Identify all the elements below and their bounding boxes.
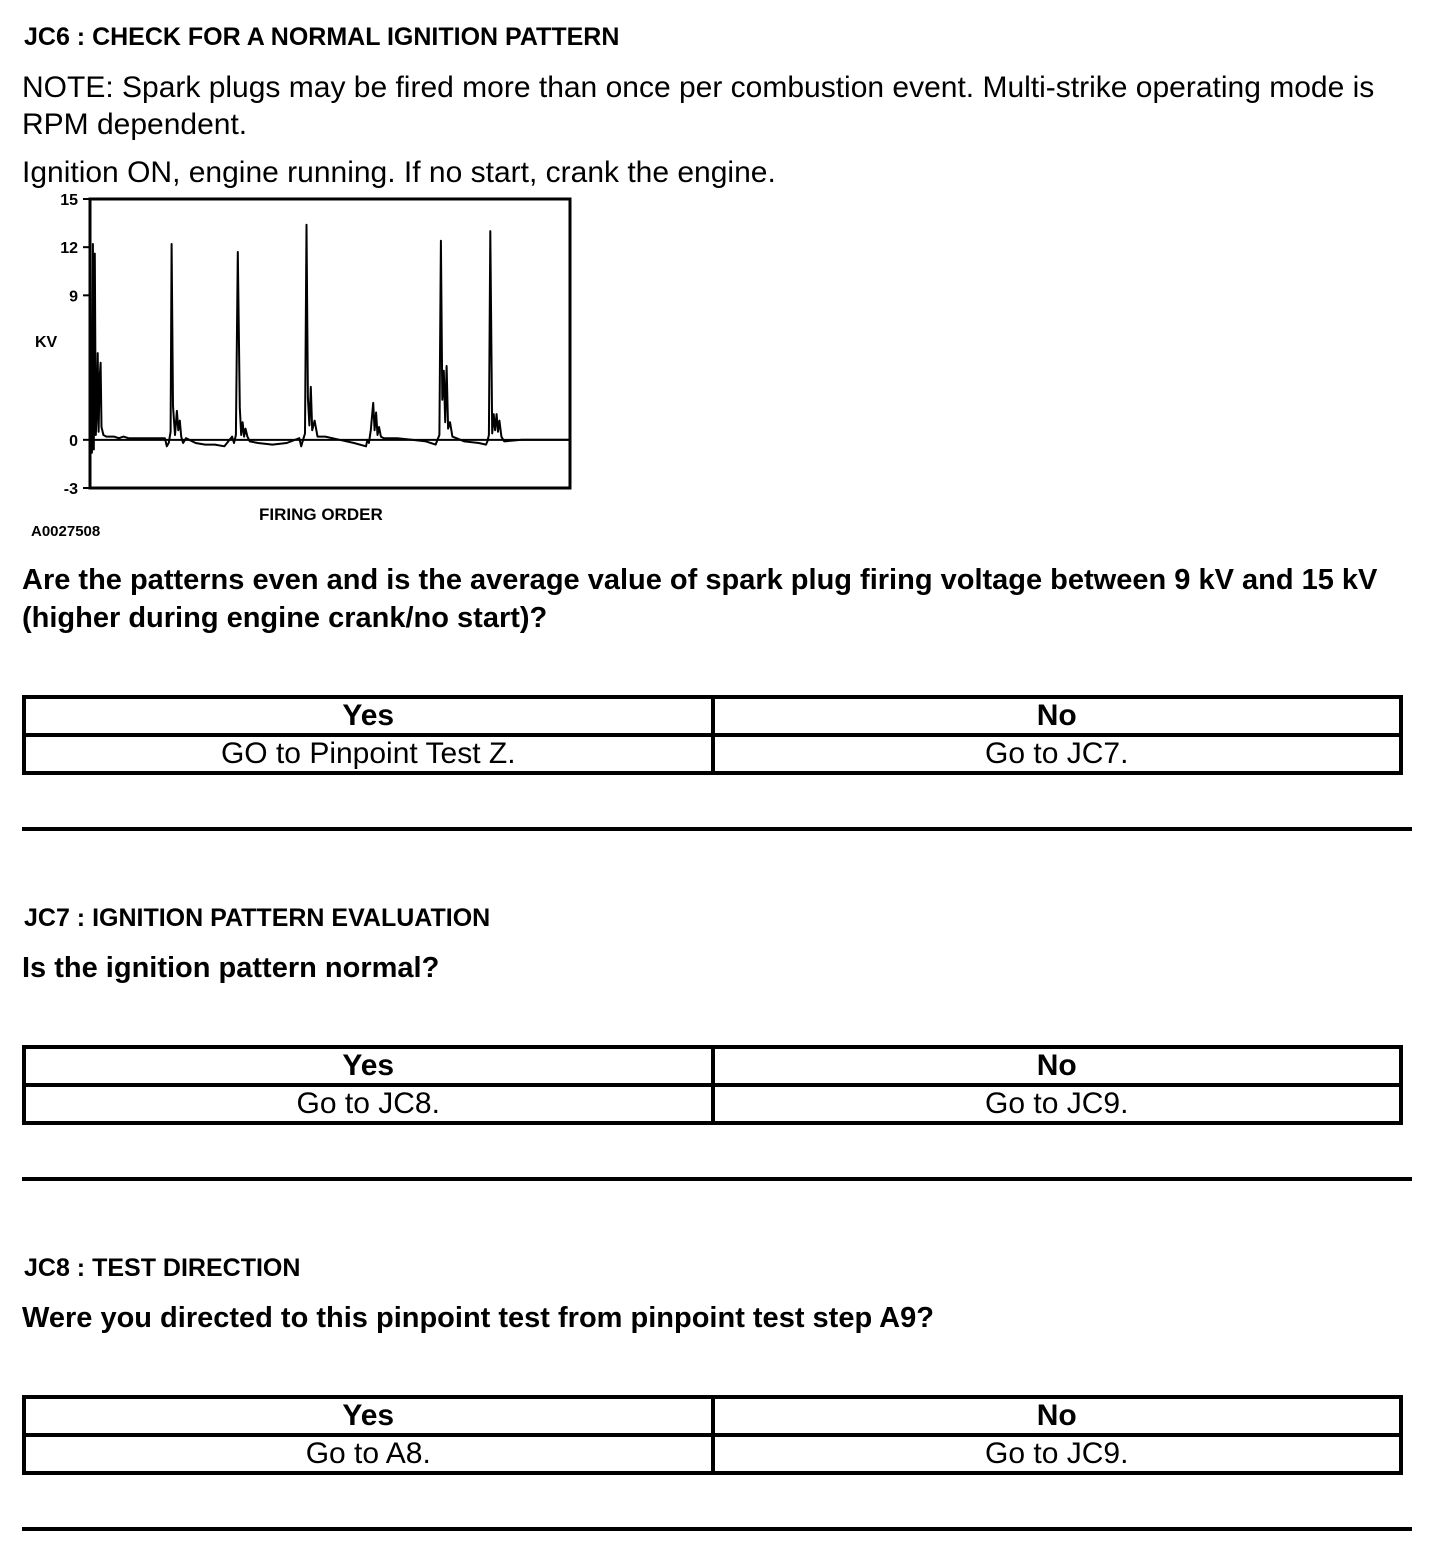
jc6-no-header: No <box>713 697 1402 735</box>
jc7-section-divider <box>22 1177 1412 1181</box>
figure-id: A0027508 <box>31 523 101 540</box>
plot-frame <box>90 199 570 488</box>
jc7-no-header: No <box>713 1047 1402 1085</box>
jc6-step-title: JC6 : CHECK FOR A NORMAL IGNITION PATTERN <box>24 23 620 51</box>
jc7-yes-action[interactable]: Go to JC8. <box>24 1085 713 1123</box>
jc6-yes-action[interactable]: GO to Pinpoint Test Z. <box>24 735 713 773</box>
jc7-yes-header: Yes <box>24 1047 713 1085</box>
jc8-yes-header: Yes <box>24 1397 713 1435</box>
jc7-question: Is the ignition pattern normal? <box>22 952 440 984</box>
jc6-section-divider <box>22 827 1412 831</box>
ignition-pattern-chart <box>20 185 580 545</box>
jc8-step-title: JC8 : TEST DIRECTION <box>24 1254 301 1282</box>
jc6-instruction: Ignition ON, engine running. If no start, crank the engine. <box>22 156 776 189</box>
y-tick-label: -3 <box>63 481 78 498</box>
y-tick-label: 15 <box>60 192 78 209</box>
jc6-answer-table <box>22 695 1403 775</box>
jc7-step-title: JC7 : IGNITION PATTERN EVALUATION <box>24 904 491 932</box>
jc6-no-action[interactable]: Go to JC7. <box>713 735 1402 773</box>
jc8-question: Were you directed to this pinpoint test from pinpoint test step A9? <box>22 1302 934 1334</box>
jc7-answer-table <box>22 1045 1403 1125</box>
jc8-no-header: No <box>713 1397 1402 1435</box>
jc8-yes-action[interactable]: Go to A8. <box>24 1435 713 1473</box>
jc8-no-action[interactable]: Go to JC9. <box>713 1435 1402 1473</box>
jc6-yes-header: Yes <box>24 697 713 735</box>
x-axis-label: FIRING ORDER <box>259 505 383 524</box>
jc6-question: Are the patterns even and is the average value of spark plug firing voltage between 9 kV and 15 kV (higher during engine crank/no start)? <box>22 564 1378 634</box>
y-axis-label: KV <box>35 334 58 351</box>
jc8-section-divider <box>22 1527 1412 1531</box>
jc8-answer-table <box>22 1395 1403 1475</box>
y-tick-label: 12 <box>60 240 78 258</box>
y-tick-label: 9 <box>69 288 78 306</box>
y-tick-label: 0 <box>69 432 78 450</box>
waveform-trace <box>90 225 570 453</box>
jc6-note: NOTE: Spark plugs may be fired more than once per combustion event. Multi-strike operating mode is RPM dependent. <box>22 71 1375 141</box>
jc7-no-action[interactable]: Go to JC9. <box>713 1085 1402 1123</box>
